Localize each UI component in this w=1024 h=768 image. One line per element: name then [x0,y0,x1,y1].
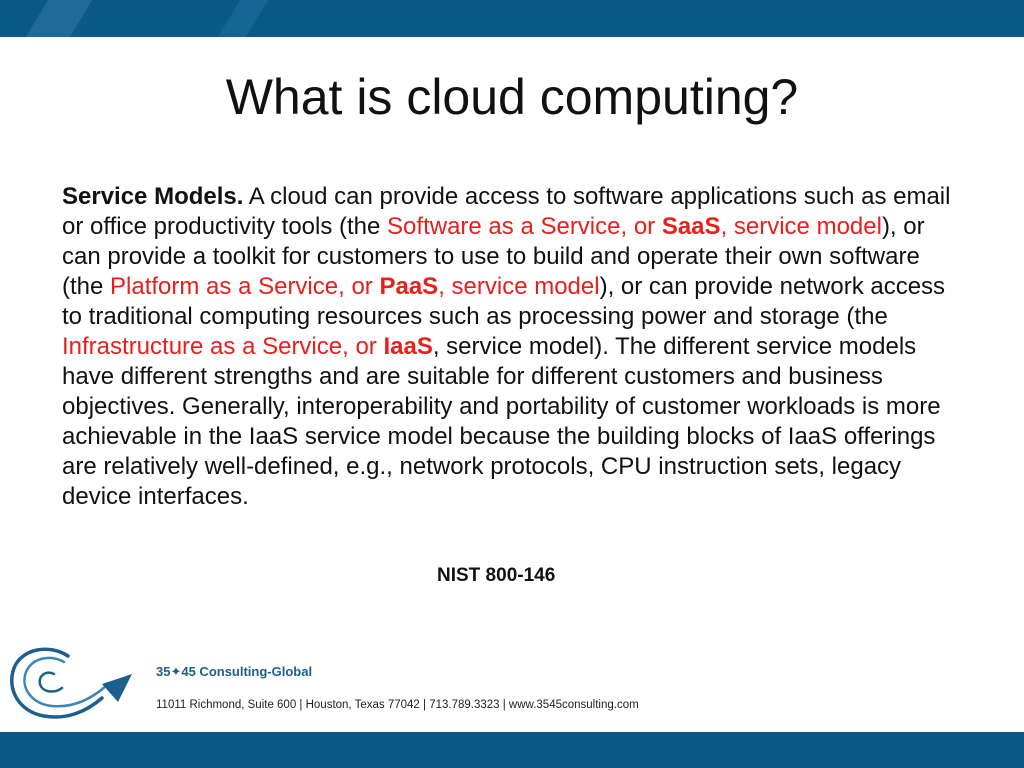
body-segment: , service model). The different service models have different strengths and are suitable for different customers and business objectives. Generally, interoperability and portability of customer workloads is more achievable in the IaaS service model because the building blocks of IaaS offerings are relatively well-defined, e.g., network protocols, CPU instruction sets, legacy device interfaces. [62,333,941,510]
header-stripe-decoration [0,0,1024,37]
company-address: 11011 Richmond, Suite 600 | Houston, Texas 77042 | 713.789.3323 | www.3545consulting.com [156,699,639,711]
company-name: 35✦45 Consulting-Global [156,664,313,679]
body-segment: Platform as a Service, or [110,273,380,300]
slide-title: What is cloud computing? [225,69,799,125]
citation: NIST 800-146 [437,565,556,586]
body-segment: IaaS [383,333,433,360]
body-segment: Software as a Service, or [387,213,662,240]
body-segment: , service model [438,273,600,300]
body-segment: Infrastructure as a Service, or [62,333,384,360]
footer-bar [0,732,1024,768]
swirl-arrow-logo-icon [6,640,136,735]
body-segment: SaaS [661,213,721,240]
body-paragraph [62,182,962,512]
header-bar [0,0,1024,37]
body-segment: , service model [720,213,882,240]
body-segment: A cloud can provide access to software applications such as email or office productivity tools (the [62,183,951,240]
body-segment: PaaS [379,273,439,300]
body-segment: ), or can provide network access to traditional computing resources such as processing power and storage (the [62,273,946,330]
body-segment: ), or can provide a toolkit for customers to use to build and operate their own software (the [62,213,925,300]
body-segment: Service Models. [62,183,244,210]
